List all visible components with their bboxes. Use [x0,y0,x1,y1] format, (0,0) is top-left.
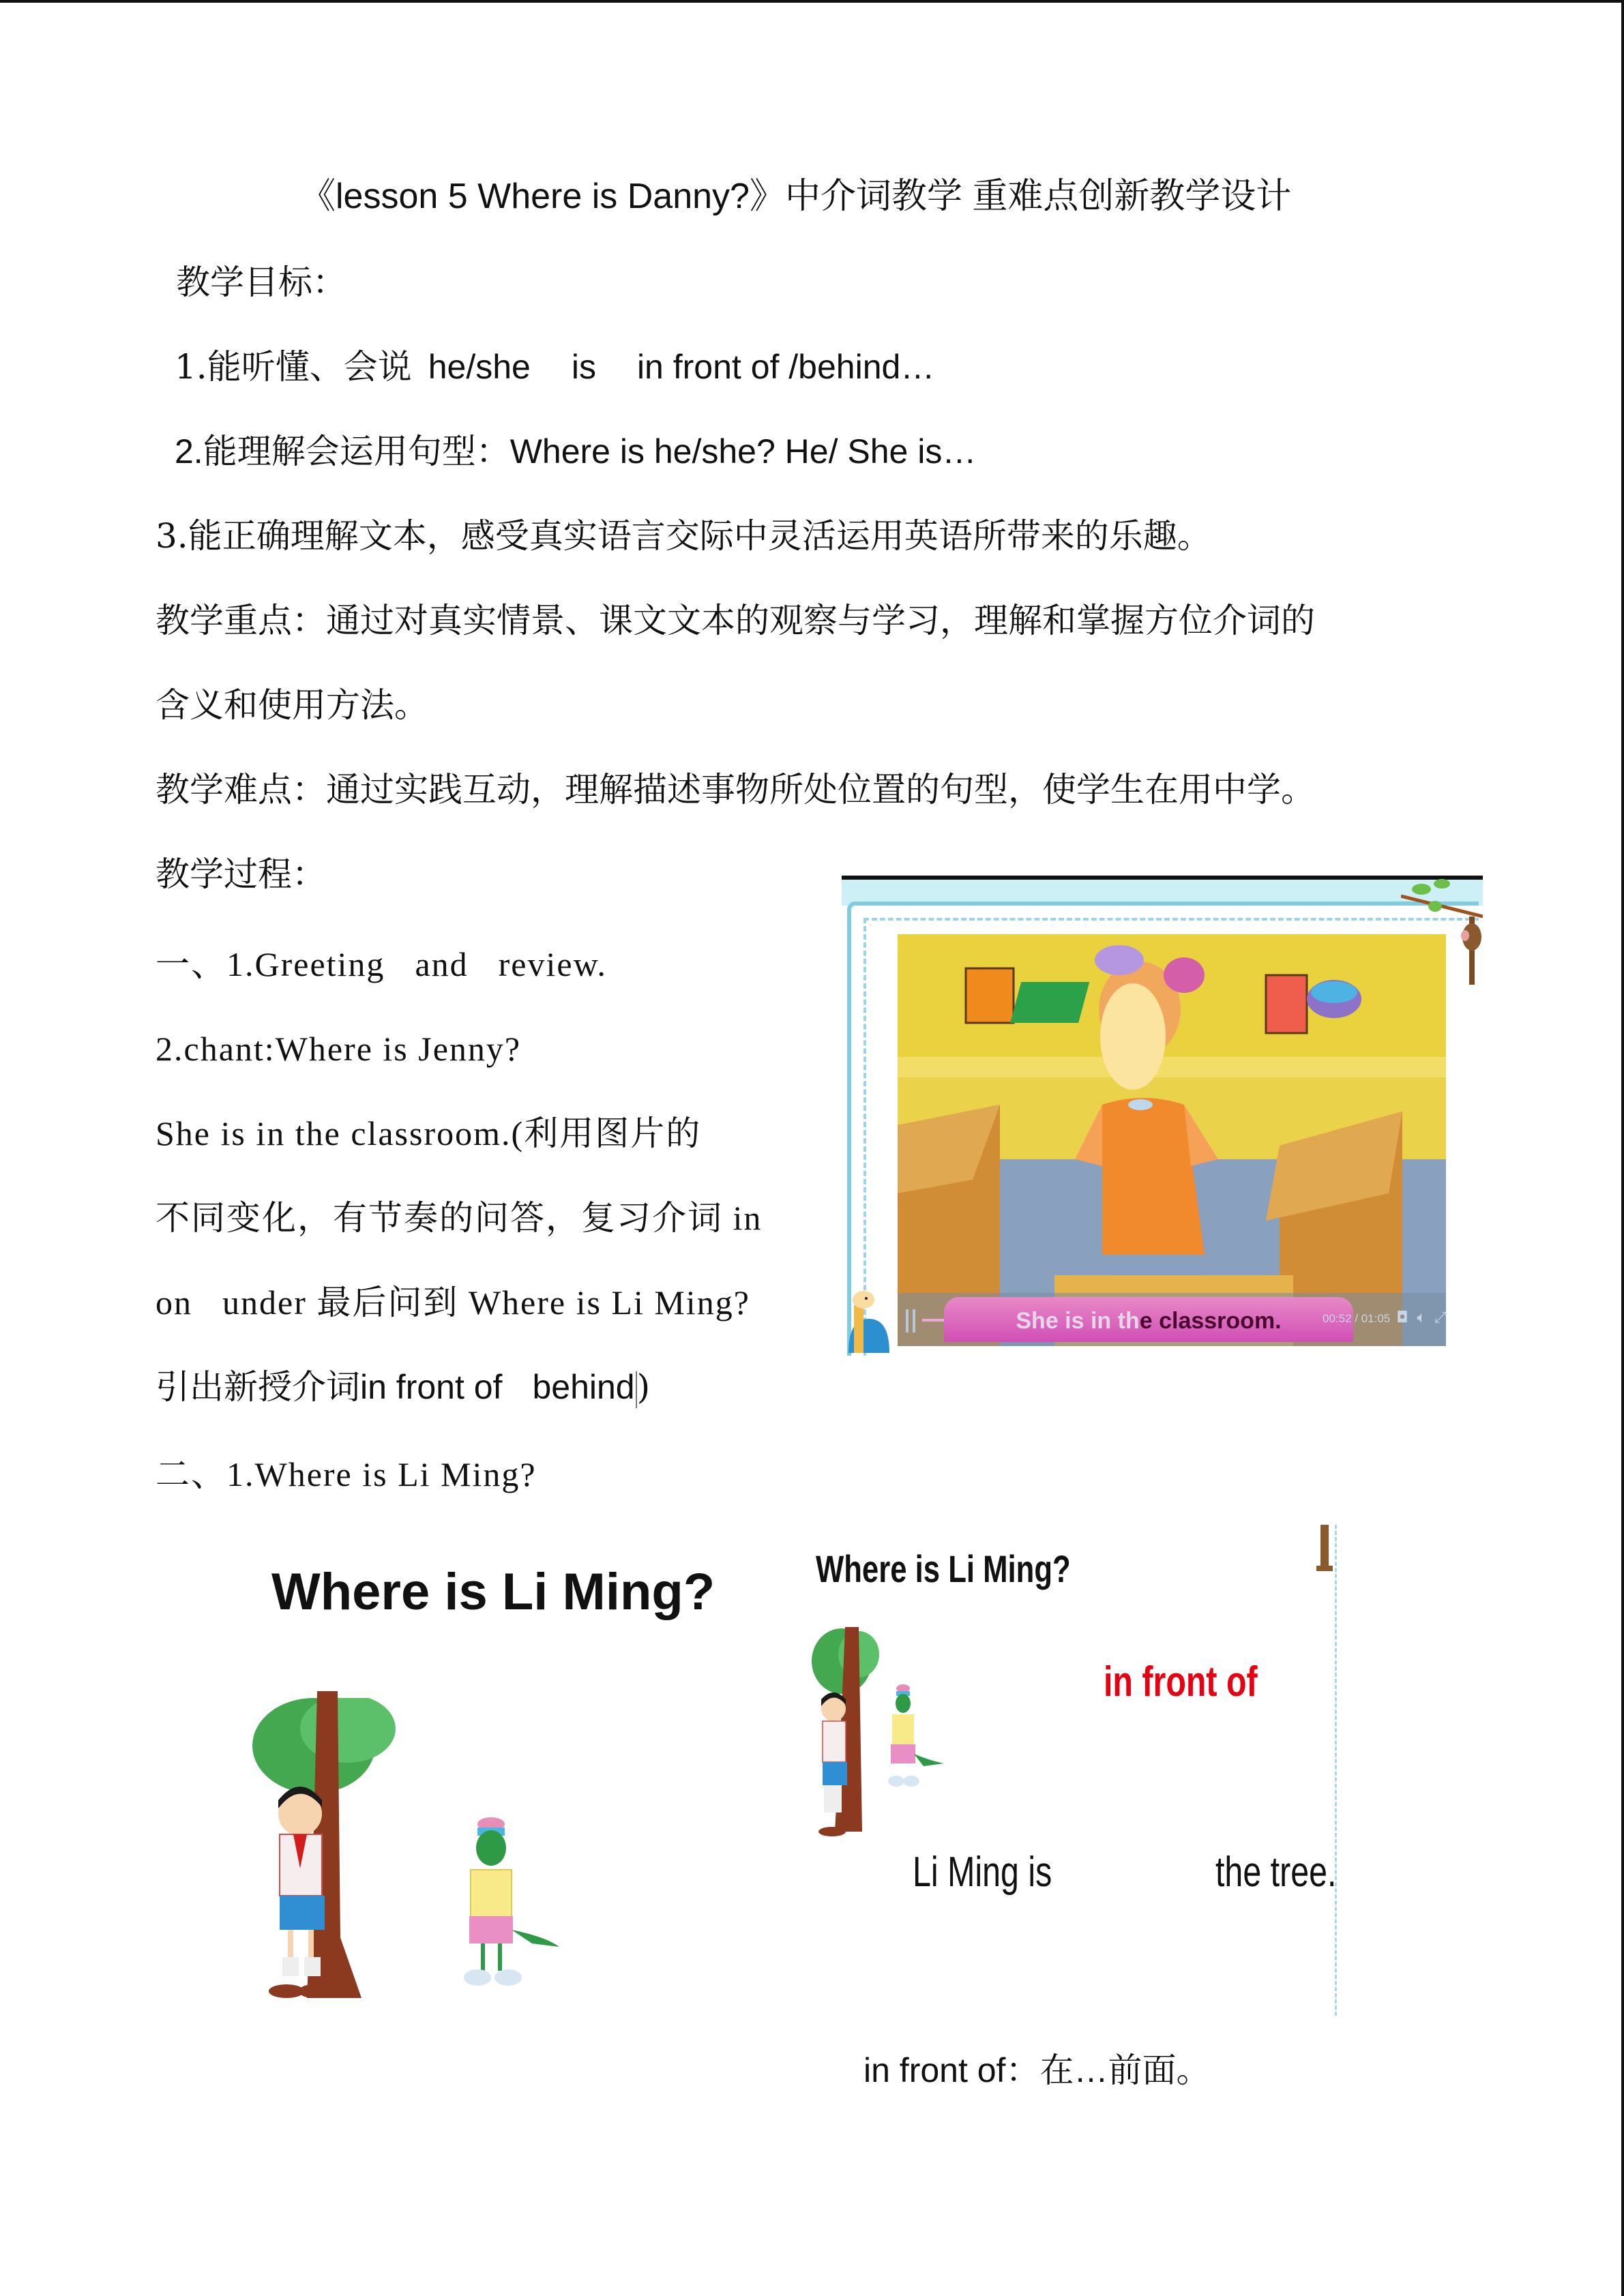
video-time: 00:52 / 01:05 [1323,1312,1391,1325]
step1-in-front-of: in front of [360,1368,503,1406]
step1-line-5 [156,1282,750,1323]
step1-line-6-prefix: 引出新授介词 [156,1367,360,1407]
step1-line-4: 不同变化，有节奏的问答，复习介词 in [156,1199,763,1237]
video-player-figure [842,876,1483,1356]
objective-3: 3.能正确理解文本，感受真实语言交际中灵活运用英语所带来的乐趣。 [156,516,1211,556]
key-point-line-2: 含义和使用方法。 [156,685,428,725]
giraffe-icon [842,1278,896,1353]
picture-question-title: Where is Li Ming? [271,1563,715,1621]
page-border-right [1621,0,1624,2296]
step1-line-6 [156,1367,650,1408]
document-title: 《lesson 5 Where is Danny?》中介词教学 重难点创新教学设计 [300,177,1292,216]
boy-tree-dinosaur-illustration [246,1691,668,2018]
objective-1-part-b: is [571,348,596,386]
difficulty: 教学难点：通过实践互动，理解描述事物所处位置的句型，使学生在用中学。 [156,770,1315,809]
process-heading: 教学过程： [156,854,326,894]
step1-line-5-rest: under 最后问到 Where is Li Ming? [222,1283,750,1322]
subtitle-faded: She is in th [1016,1308,1140,1334]
objective-1-part-c: in front of /behind… [636,348,935,386]
definition-text: in front of：在…前面。 [863,2051,1211,2089]
subtitle-active: e classroom. [1139,1308,1282,1334]
pause-icon[interactable] [906,1309,915,1332]
slide-sentence-start: Li Ming is [913,1849,1052,1896]
step1-line-1 [156,944,607,985]
boy-tree-dinosaur-small-illustration [808,1627,985,1845]
key-point-line-1: 教学重点：通过对真实情景、课文文本的观察与学习，理解和掌握方位介词的 [156,601,1315,640]
slide-answer-red: in front of [1104,1658,1258,1705]
objective-1-prefix: 1.能听懂、会说 [175,347,412,387]
objective-1 [175,346,934,387]
step1-behind: behind [532,1368,635,1406]
step1-line-2: 2.chant:Where is Jenny? [156,1030,522,1068]
step1-word-review: review. [498,945,607,983]
fullscreen-icon[interactable]: ⤢ [1434,1309,1447,1326]
step1-line-3: She is in the classroom.(利用图片的 [156,1114,702,1152]
slide-dashed-edge [1335,1525,1337,2016]
camera-icon[interactable]: ◘ [1396,1309,1408,1326]
picture-question [246,1534,723,2018]
picture-answer-slide [798,1525,1344,2016]
step1-word-and: and [415,945,469,983]
step1-word-on: on [156,1283,192,1322]
volume-icon[interactable]: 🔈︎ [1417,1309,1426,1326]
objectives-heading: 教学目标： [176,263,346,302]
step2-line-1: 二、1.Where is Li Ming? [156,1455,537,1493]
step1-label: 一、1.Greeting [156,945,385,983]
objective-1-part-a: he/she [428,348,531,386]
step1-close-paren: ) [636,1367,651,1407]
page-border-top [0,0,1624,3]
monkey-tail-icon [1315,1525,1335,1579]
video-subtitle [944,1297,1353,1342]
definition-line [863,2050,1210,2091]
slide-sentence-end: the tree. [1215,1849,1337,1896]
slide-title: Where is Li Ming? [816,1547,1071,1590]
objective-2: 2.能理解会运用句型：Where is he/she? He/ She is… [175,432,977,471]
classroom-scene-image [898,934,1446,1346]
